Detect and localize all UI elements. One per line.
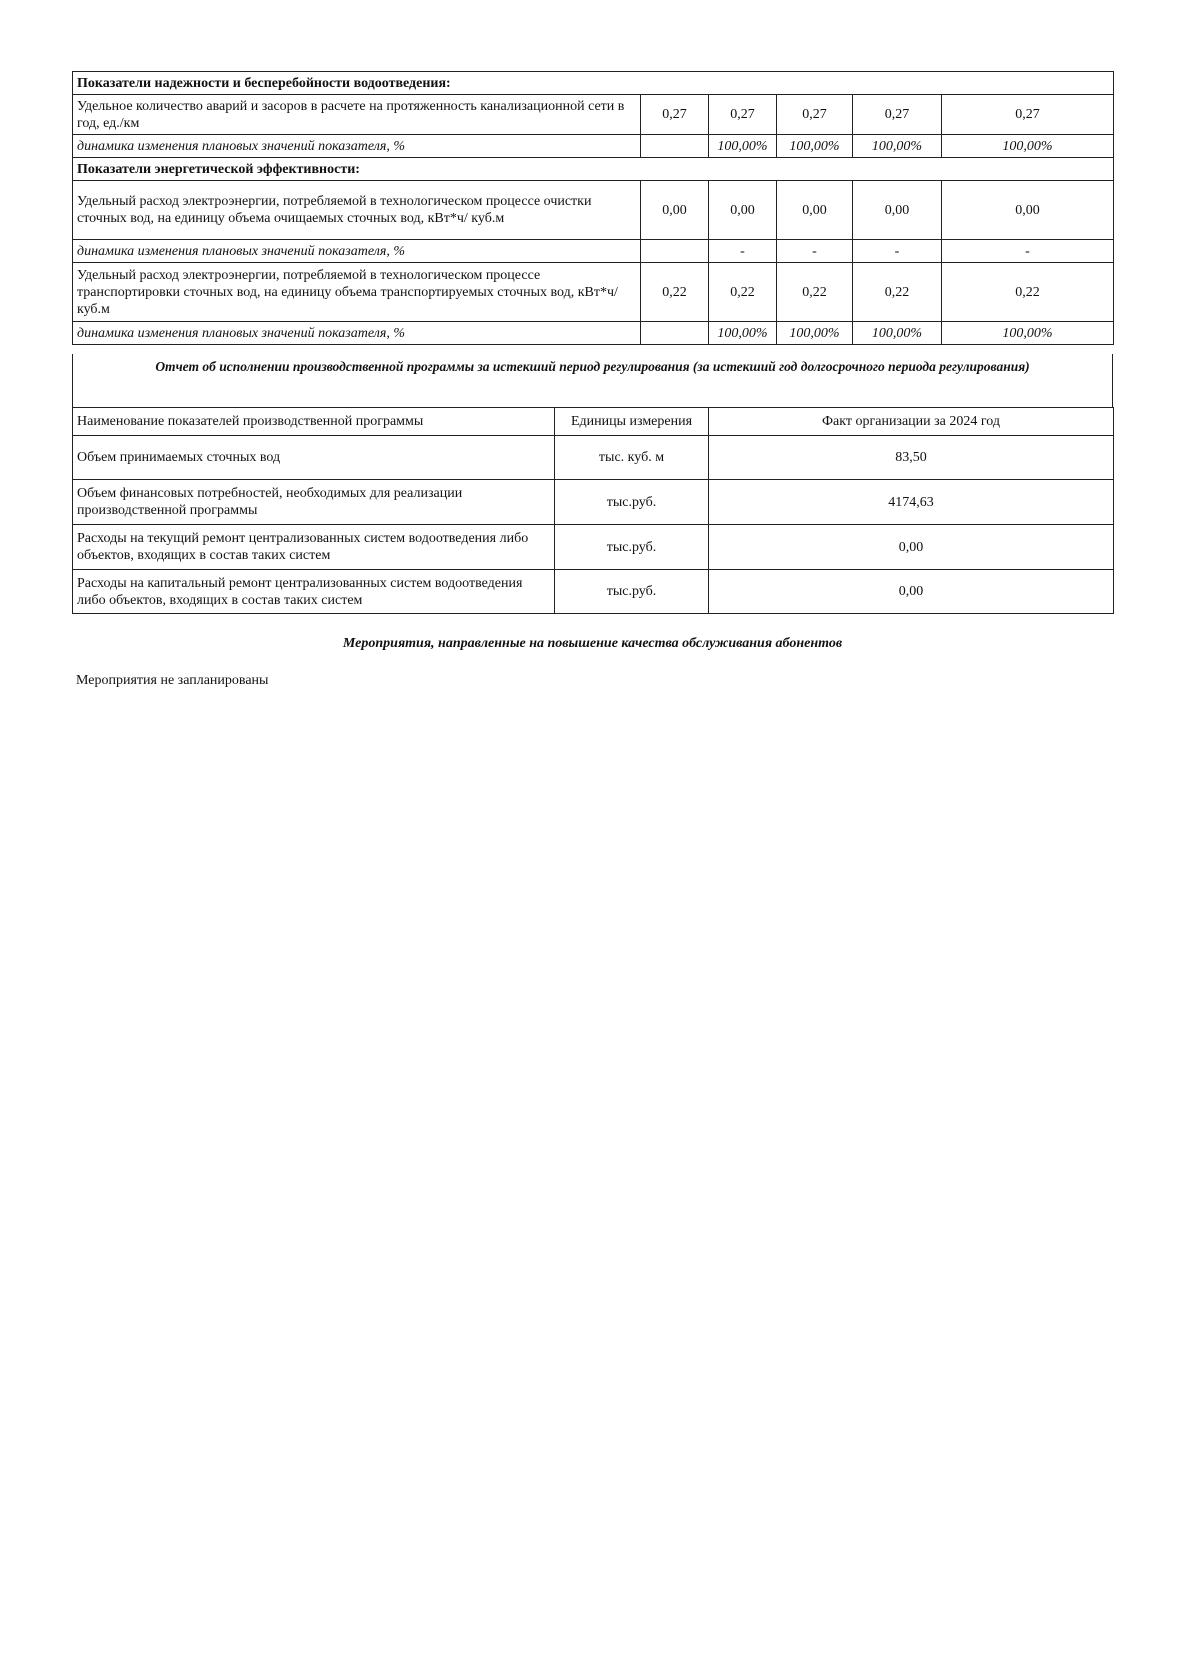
indicator-label: Удельное количество аварий и засоров в расчете на протяженность канализационной сети в год, ед./км: [73, 95, 641, 135]
indicator-value: 0,22: [942, 263, 1114, 322]
dynamics-value: [641, 240, 709, 263]
dynamics-value: [641, 322, 709, 345]
measures-title: Мероприятия, направленные на повышение качества обслуживания абонентов: [342, 636, 843, 651]
table-row: [73, 436, 1114, 480]
indicator-value: 0,22: [641, 263, 709, 322]
table-row: [73, 181, 1114, 240]
indicator-value: 0,00: [777, 181, 853, 240]
dynamics-value: 100,00%: [942, 135, 1114, 158]
report-item-name: Расходы на капитальный ремонт централизованных систем водоотведения либо объектов, входящих в состав таких систем: [73, 570, 555, 614]
indicator-value: 0,27: [709, 95, 777, 135]
report-item-value: 83,50: [709, 436, 1114, 480]
column-header-unit: Единицы измерения: [555, 408, 709, 436]
report-item-name: Расходы на текущий ремонт централизованных систем водоотведения либо объектов, входящих в состав таких систем: [73, 525, 555, 570]
dynamics-value: 100,00%: [709, 135, 777, 158]
column-header-fact: Факт организации за 2024 год: [709, 408, 1114, 436]
report-item-unit: тыс.руб.: [555, 525, 709, 570]
report-item-value: 4174,63: [709, 480, 1114, 525]
dynamics-value: [641, 135, 709, 158]
indicators-table: [72, 71, 1114, 345]
report-item-unit: тыс.руб.: [555, 480, 709, 525]
report-item-name: Объем финансовых потребностей, необходимых для реализации производственной программы: [73, 480, 555, 525]
table-row: [73, 95, 1114, 135]
indicator-value: 0,27: [777, 95, 853, 135]
indicator-value: 0,00: [853, 181, 942, 240]
indicator-value: 0,22: [709, 263, 777, 322]
dynamics-value: 100,00%: [777, 135, 853, 158]
table-row: [73, 570, 1114, 614]
dynamics-value: -: [853, 240, 942, 263]
table-header-row: [73, 408, 1114, 436]
table-row: [73, 480, 1114, 525]
report-item-unit: тыс.руб.: [555, 570, 709, 614]
column-header-name: Наименование показателей производственной программы: [73, 408, 555, 436]
indicator-value: 0,27: [942, 95, 1114, 135]
dynamics-value: 100,00%: [942, 322, 1114, 345]
indicator-value: 0,22: [853, 263, 942, 322]
indicator-value: 0,00: [641, 181, 709, 240]
reliability-section-title: Показатели надежности и бесперебойности водоотведения:: [73, 72, 1114, 95]
report-table: [72, 407, 1114, 614]
dynamics-value: 100,00%: [853, 322, 942, 345]
dynamics-value: 100,00%: [853, 135, 942, 158]
dynamics-value: -: [777, 240, 853, 263]
dynamics-value: 100,00%: [777, 322, 853, 345]
table-row: [73, 525, 1114, 570]
report-item-value: 0,00: [709, 570, 1114, 614]
dynamics-row: [73, 135, 1114, 158]
dynamics-label: динамика изменения плановых значений показателя, %: [73, 240, 641, 263]
dynamics-row: [73, 240, 1114, 263]
indicator-label: Удельный расход электроэнергии, потребляемой в технологическом процессе очистки сточных вод, на единицу объема очищаемых сточных вод, кВт*ч/ куб.м: [73, 181, 641, 240]
report-item-unit: тыс. куб. м: [555, 436, 709, 480]
dynamics-label: динамика изменения плановых значений показателя, %: [73, 322, 641, 345]
dynamics-value: 100,00%: [709, 322, 777, 345]
report-item-name: Объем принимаемых сточных вод: [73, 436, 555, 480]
indicator-value: 0,27: [641, 95, 709, 135]
indicator-label: Удельный расход электроэнергии, потребляемой в технологическом процессе транспортировки сточных вод, на единицу объема транспортируемых сточных вод, кВт*ч/ куб.м: [73, 263, 641, 322]
measures-text: Мероприятия не запланированы: [76, 673, 269, 688]
indicator-value: 0,27: [853, 95, 942, 135]
table-row: [73, 263, 1114, 322]
report-title: Отчет об исполнении производственной программы за истекший период регулирования (за истекший год долгосрочного периода регулирования): [155, 359, 1030, 374]
report-item-value: 0,00: [709, 525, 1114, 570]
dynamics-value: -: [942, 240, 1114, 263]
energy-section-title: Показатели энергетической эффективности:: [73, 158, 1114, 181]
dynamics-row: [73, 322, 1114, 345]
indicator-value: 0,22: [777, 263, 853, 322]
dynamics-value: -: [709, 240, 777, 263]
dynamics-label: динамика изменения плановых значений показателя, %: [73, 135, 641, 158]
reliability-section-row: [73, 72, 1114, 95]
energy-section-row: [73, 158, 1114, 181]
indicator-value: 0,00: [709, 181, 777, 240]
indicator-value: 0,00: [942, 181, 1114, 240]
